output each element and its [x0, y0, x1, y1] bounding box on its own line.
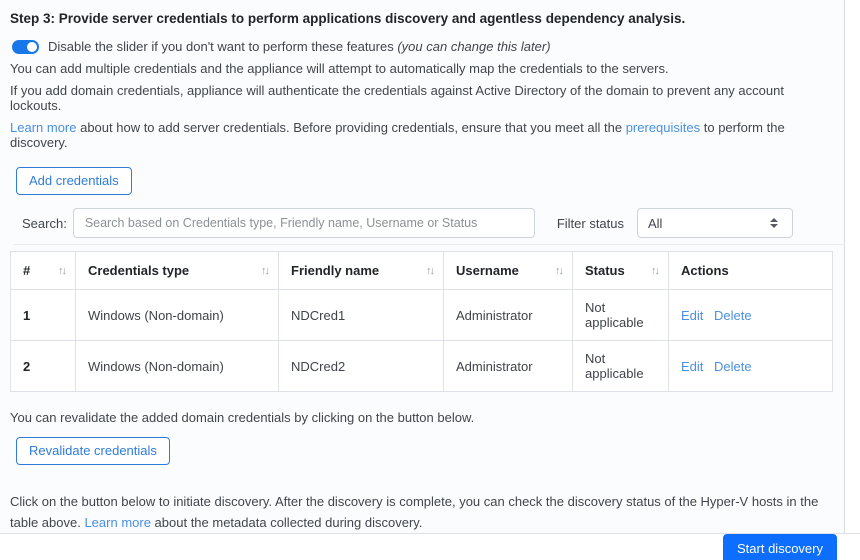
revalidate-text: You can revalidate the added domain credentials by clicking on the button below.	[10, 410, 475, 425]
feature-toggle[interactable]	[12, 40, 39, 54]
delete-link[interactable]: Delete	[714, 358, 752, 374]
toggle-label	[48, 39, 551, 54]
footer-bar	[0, 533, 860, 560]
cell-friendly-name: NDCred1	[279, 290, 444, 341]
discovery-text-before: Click on the button below to initiate discovery. After the discovery is complete, you can check the discovery status of the Hyper-V hosts in the table above.	[10, 494, 819, 530]
learn-more-discovery-link[interactable]: Learn more	[84, 515, 151, 530]
column-label: Username	[456, 263, 519, 278]
credentials-table	[10, 251, 833, 392]
intro-line-3	[10, 120, 831, 150]
filter-status-value: All	[648, 215, 663, 231]
sort-icon[interactable]: ↑↓	[555, 264, 562, 277]
cell-credentials-type: Windows (Non-domain)	[76, 290, 279, 341]
column-header-friendly-name[interactable]	[279, 252, 444, 290]
column-header-username[interactable]	[444, 252, 573, 290]
toggle-label-text: Disable the slider if you don't want to perform these features	[48, 39, 398, 54]
filter-status-label: Filter status	[556, 215, 624, 231]
cell-friendly-name: NDCred2	[279, 341, 444, 392]
column-label: Status	[585, 263, 625, 278]
table-row	[11, 290, 833, 341]
add-credentials-button[interactable]: Add credentials	[16, 167, 132, 195]
revalidate-credentials-button[interactable]: Revalidate credentials	[16, 437, 170, 465]
intro-line-2: If you add domain credentials, appliance will authenticate the credentials against Active Directory of the domain to prevent any account lockouts.	[10, 83, 784, 113]
search-label: Search:	[22, 215, 67, 231]
column-label: Friendly name	[291, 263, 380, 278]
column-header-actions	[669, 252, 833, 290]
column-header-credentials-type[interactable]	[76, 252, 279, 290]
cell-num: 2	[11, 341, 76, 392]
table-row	[11, 341, 833, 392]
edit-link[interactable]: Edit	[681, 307, 704, 323]
cell-num: 1	[11, 290, 76, 341]
cell-actions	[669, 290, 833, 341]
cell-username: Administrator	[444, 290, 573, 341]
learn-more-credentials-link[interactable]: Learn more	[10, 120, 77, 135]
intro-line-1: You can add multiple credentials and the appliance will attempt to automatically map the credentials to the servers.	[10, 61, 669, 76]
select-caret-icon	[770, 218, 778, 228]
toggle-knob-icon	[27, 42, 37, 52]
cell-credentials-type: Windows (Non-domain)	[76, 341, 279, 392]
discovery-text	[10, 491, 832, 533]
edit-link[interactable]: Edit	[681, 358, 704, 374]
search-input[interactable]	[73, 208, 535, 238]
intro-text	[10, 61, 831, 150]
intro-line-3-end: to perform the discovery.	[10, 120, 785, 150]
delete-link[interactable]: Delete	[714, 307, 752, 323]
column-label: Actions	[681, 263, 729, 278]
sort-icon[interactable]: ↑↓	[261, 264, 268, 277]
column-label: #	[23, 263, 31, 278]
feature-toggle-row	[10, 39, 831, 54]
page-title: Step 3: Provide server credentials to perform applications discovery and agentless dependency analysis.	[10, 11, 686, 26]
prerequisites-link[interactable]: prerequisites	[625, 120, 701, 135]
sort-icon[interactable]: ↑↓	[426, 264, 433, 277]
toggle-label-note: (you can change this later)	[397, 39, 551, 54]
start-discovery-button[interactable]: Start discovery	[723, 534, 837, 560]
sort-icon[interactable]: ↑↓	[58, 264, 65, 277]
column-header-status[interactable]	[573, 252, 669, 290]
search-filter-row	[10, 208, 831, 238]
column-label: Credentials type	[88, 263, 190, 278]
table-header-row	[11, 252, 833, 290]
cell-username: Administrator	[444, 341, 573, 392]
cell-status: Not applicable	[573, 341, 669, 392]
discovery-text-after: about the metadata collected during discovery.	[150, 515, 423, 530]
sort-icon[interactable]: ↑↓	[651, 264, 658, 277]
filter-status-select[interactable]	[637, 208, 793, 238]
intro-line-3-mid: about how to add server credentials. Before providing credentials, ensure that you meet all the	[76, 120, 626, 135]
table-top-divider	[13, 244, 845, 245]
cell-status: Not applicable	[573, 290, 669, 341]
cell-actions	[669, 341, 833, 392]
column-header-num[interactable]	[11, 252, 76, 290]
